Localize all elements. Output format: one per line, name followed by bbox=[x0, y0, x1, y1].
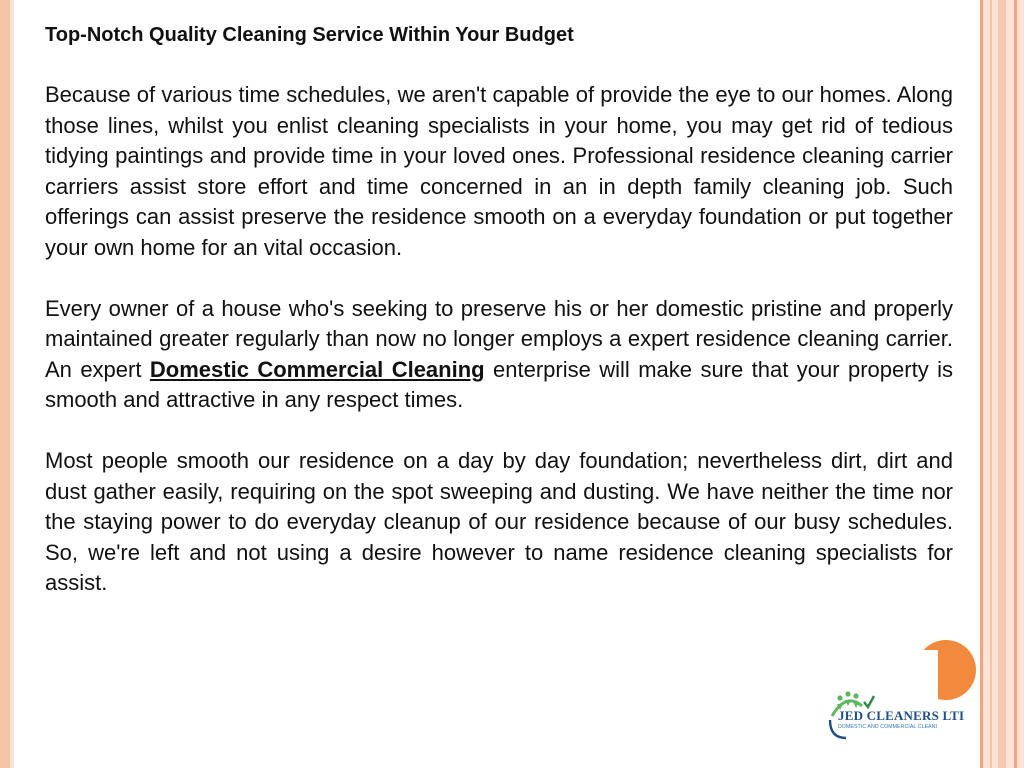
left-decor-stripe-light bbox=[10, 0, 14, 768]
right-decor-line bbox=[998, 0, 1006, 768]
logo-tagline: DOMESTIC AND COMMERCIAL CLEANI bbox=[838, 724, 938, 730]
slide-content bbox=[45, 20, 953, 599]
slide-title: Top-Notch Quality Cleaning Service Within Your Budget bbox=[45, 24, 574, 46]
right-decor-line bbox=[990, 0, 992, 768]
domestic-commercial-cleaning-link[interactable]: Domestic Commercial Cleaning bbox=[149, 356, 485, 382]
paragraph-2-text-after: enterprise will make sure that your property is smooth and attractive in any respect times. bbox=[45, 356, 953, 413]
spacer bbox=[45, 416, 953, 446]
spacer bbox=[45, 264, 953, 294]
paragraph-1: Because of various time schedules, we aren't capable of provide the eye to our homes. Along those lines, whilst you enlist cleaning specialists in your home, you may get rid of tedious tidying paintings and provide time in your loved ones. Professional residence cleaning carrier carriers assist store effort and time concerned in an in depth family cleaning job. Such offerings can assist preserve the residence smooth on a everyday foundation or put together your own home for an vital occasion. bbox=[45, 82, 953, 260]
paragraph-2-text-before: Every owner of a house who's seeking to preserve his or her domestic pristine and properly maintained greater regularly than now no longer employs a expert residence cleaning carrier. An expert bbox=[45, 295, 953, 382]
paragraph-3: Most people smooth our residence on a day by day foundation; nevertheless dirt, dirt and dust gather easily, requiring on the spot sweeping and dusting. We have neither the time nor the staying power to do everyday cleanup of our residence because of our busy schedules. So, we're left and not using a desire however to name residence cleaning specialists for assist. bbox=[45, 447, 953, 596]
left-decor-stripe bbox=[0, 0, 10, 768]
right-decor-line bbox=[1014, 0, 1017, 768]
logo-name: JED CLEANERS LTI bbox=[838, 708, 965, 723]
paragraph-2 bbox=[45, 294, 953, 416]
right-decor-line bbox=[980, 0, 983, 768]
